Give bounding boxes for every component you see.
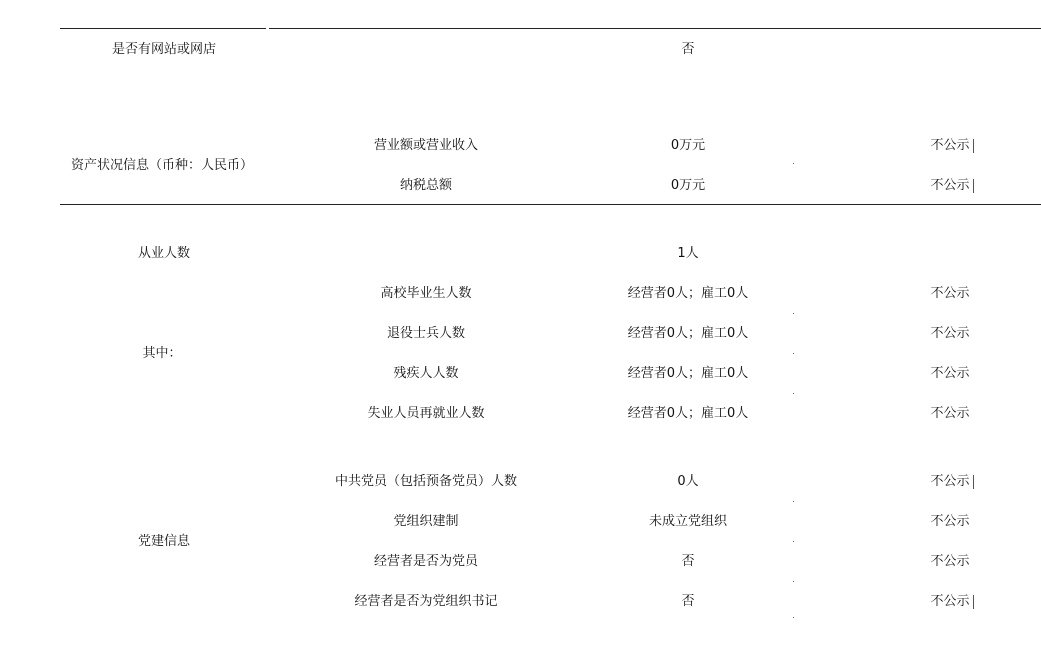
website-label: 是否有网站或网店 [111, 42, 217, 57]
asset-value: 0万元 [670, 178, 706, 193]
employee-public-status: 不公示 [930, 366, 970, 381]
party-label: 党建信息 [137, 534, 191, 549]
assets-label: 资产状况信息（币种：人民币） [70, 158, 254, 173]
cell-dot [793, 313, 794, 314]
party-public-status: 不公示 [930, 594, 970, 609]
employee-public-status: 不公示 [930, 286, 970, 301]
party-public-status: 不公示 [930, 554, 970, 569]
party-item: 经营者是否为党员 [373, 554, 479, 569]
section-divider [60, 204, 1041, 205]
cell-edge-tick [973, 179, 974, 193]
employee-public-status: 不公示 [930, 326, 970, 341]
party-public-status: 不公示 [930, 514, 970, 529]
cell-dot [793, 617, 794, 618]
cell-edge-tick [973, 475, 974, 489]
employee-value: 经营者0人；雇工0人 [627, 286, 749, 301]
asset-public-status: 不公示 [930, 138, 970, 153]
cell-dot [793, 353, 794, 354]
employees-label: 从业人数 [137, 246, 191, 261]
employee-item: 残疾人人数 [393, 366, 459, 381]
asset-value: 0万元 [670, 138, 706, 153]
party-value: 0人 [677, 474, 699, 489]
cell-dot [793, 163, 794, 164]
cell-dot [793, 501, 794, 502]
party-value: 否 [681, 554, 695, 569]
asset-item: 营业额或营业收入 [373, 138, 479, 153]
cell-dot [793, 541, 794, 542]
employee-value: 经营者0人；雇工0人 [627, 366, 749, 381]
employee-item: 退役士兵人数 [386, 326, 466, 341]
employee-public-status: 不公示 [930, 406, 970, 421]
top-border-left [60, 28, 266, 29]
party-item: 党组织建制 [393, 514, 459, 529]
employees-value: 1人 [677, 246, 699, 261]
website-value: 否 [681, 42, 695, 57]
party-item: 经营者是否为党组织书记 [354, 594, 498, 609]
employee-item: 高校毕业生人数 [380, 286, 472, 301]
cell-edge-tick [973, 139, 974, 153]
party-value: 未成立党组织 [648, 514, 728, 529]
employee-value: 经营者0人；雇工0人 [627, 326, 749, 341]
cell-dot [793, 393, 794, 394]
cell-edge-tick [973, 595, 974, 609]
top-border-right [269, 28, 1041, 29]
employee-item: 失业人员再就业人数 [367, 406, 485, 421]
party-item: 中共党员（包括预备党员）人数 [334, 474, 518, 489]
cell-dot [793, 581, 794, 582]
party-value: 否 [681, 594, 695, 609]
employees-sub-label: 其中： [142, 346, 182, 361]
asset-public-status: 不公示 [930, 178, 970, 193]
asset-item: 纳税总额 [399, 178, 453, 193]
party-public-status: 不公示 [930, 474, 970, 489]
employee-value: 经营者0人；雇工0人 [627, 406, 749, 421]
